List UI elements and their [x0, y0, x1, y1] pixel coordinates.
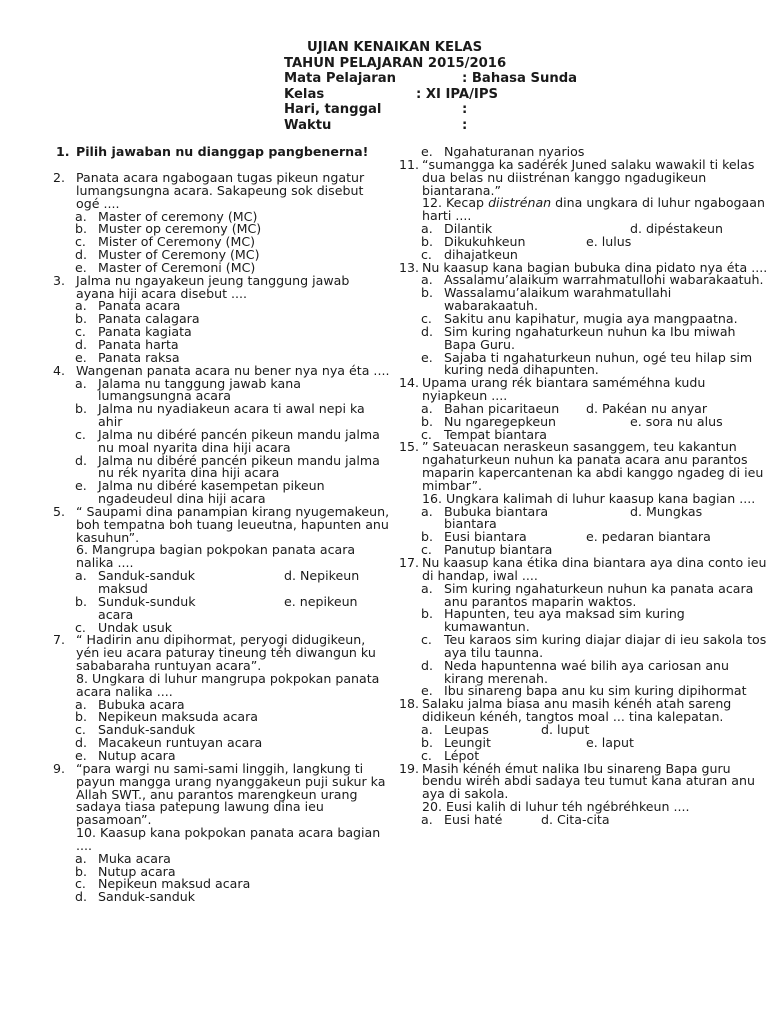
exam-year: TAHUN PELAJARAN 2015/2016: [284, 55, 507, 71]
option-letter: c.: [75, 876, 86, 892]
option-text: Panata kagiata: [98, 324, 192, 340]
question-11: [396, 156, 768, 198]
option-letter: a.: [421, 503, 433, 519]
field-value: : XI IPA/IPS: [416, 86, 498, 102]
option-text: Teu karaos sim kuring diajar diajar di ieu sakola tos aya tilu taunna.: [444, 632, 767, 660]
question-13-block: [396, 259, 768, 378]
question-7-block: [50, 634, 390, 762]
option-letter: b.: [421, 285, 433, 301]
question-3: [50, 272, 390, 301]
option-text: Muka acara: [98, 850, 171, 866]
question-5-block: [50, 503, 390, 635]
option: [50, 480, 390, 506]
option-text: Ibu sinareng bapa anu ku sim kuring dipihormat: [444, 683, 747, 699]
question-text: “sumangga ka sadérék Juned salaku wawakil ti kelas dua belas nu diistrénan kanggo ngadugikeun biantarana.”: [422, 156, 755, 198]
option: [396, 634, 768, 660]
question-14-block: [396, 377, 768, 441]
option-letter: b.: [75, 221, 87, 237]
question-9-block: [50, 760, 390, 905]
question-text: Pilih jawaban nu dianggap pangbenerna!: [76, 144, 369, 159]
option-text: d. Mungkas: [630, 503, 703, 519]
question-6: [50, 544, 390, 570]
option-text: Jalma nu dibéré kasempetan pikeun ngadeudeul dina hiji acara: [98, 478, 325, 507]
option-text: e. nepikeun: [284, 593, 358, 609]
option-letter: a.: [75, 850, 87, 866]
exam-title: UJIAN KENAIKAN KELAS: [307, 40, 483, 55]
option-text: Nepikeun maksud acara: [98, 876, 251, 892]
option-text: Wassalamu’alaikum warahmatullahi wabarakaatuh.: [444, 285, 672, 314]
option-letter: c.: [421, 426, 432, 442]
option-text: Panata harta: [98, 336, 179, 352]
option-letter: b.: [75, 593, 87, 609]
option-letter: a.: [75, 375, 87, 391]
option-letter: a.: [421, 811, 433, 827]
option-text: e. sora nu alus: [630, 413, 723, 429]
question-text: Wangenan panata acara nu bener nya nya éta ....: [76, 362, 390, 378]
option-letter: c.: [421, 632, 432, 648]
option-letter: c.: [75, 722, 86, 738]
option-letter: c.: [75, 324, 86, 340]
question-11-block: [396, 156, 768, 262]
field-label: Hari, tanggal: [284, 102, 382, 117]
option-text: d. Pakéan nu anyar: [586, 400, 708, 416]
option-letter: b.: [421, 529, 433, 545]
question-9: [50, 760, 390, 828]
option-letter: d.: [75, 735, 87, 751]
option-text: Nutup acara: [98, 747, 176, 763]
option-letter: a.: [75, 568, 87, 584]
option: [50, 426, 390, 455]
option: [50, 403, 390, 429]
question-15-block: [396, 441, 768, 557]
option-letter: c.: [421, 747, 432, 763]
option-text: Panutup biantara: [444, 542, 553, 558]
question-4-block: [50, 362, 390, 507]
option-letter: d.: [75, 336, 87, 352]
question-7: [50, 634, 390, 673]
question-text: “ Hadirin anu dipihormat, peryogi didugikeun, yén ieu acara paturay tineung téh diwangun ku sababaraha runtuyan acara”.: [76, 632, 376, 674]
option-text: Panata raksa: [98, 349, 180, 365]
option-text: Eusi haté: [444, 811, 503, 827]
option-letter: c.: [75, 619, 86, 635]
option-text: Neda hapuntenna waé bilih aya cariosan anu kirang merenah.: [444, 657, 730, 686]
option-row: [396, 811, 768, 827]
question-text: 6. Mangrupa bagian pokpokan panata acara nalika ....: [76, 542, 356, 571]
option-text: Dilantik: [444, 221, 493, 237]
question-1: [50, 146, 390, 172]
option-text: Jalama nu tanggung jawab kana lumangsungna acara: [98, 375, 301, 404]
question-18-block: [396, 698, 768, 762]
option-letter: d.: [421, 323, 433, 339]
option-text: dihajatkeun: [444, 246, 518, 262]
option-letter: a.: [75, 298, 87, 314]
question-text: Panata acara ngabogaan tugas pikeun ngatur lumangsungna acara. Sakapeung sok disebut ogé ....: [76, 170, 365, 211]
question-number: 1.: [56, 144, 70, 159]
option-letter: c.: [75, 426, 86, 442]
question-14: [396, 377, 768, 403]
question-number: 2.: [53, 170, 66, 185]
option-text: Panata acara: [98, 298, 181, 314]
option-text: e. pedaran biantara: [586, 529, 711, 545]
option-text: Lépot: [444, 747, 480, 763]
left-column: [50, 146, 390, 904]
option-text: d. luput: [541, 721, 590, 737]
option-text: Master of ceremony (MC): [98, 208, 258, 224]
option-letter: a.: [421, 721, 433, 737]
question-number: 14.: [399, 375, 420, 391]
question-text: 12. Kecap: [422, 195, 489, 211]
option-text: Sajaba ti ngahaturkeun nuhun, ogé teu hilap sim kuring neda dihapunten.: [444, 349, 753, 378]
option-letter: e.: [75, 259, 87, 275]
question-number: 9.: [53, 760, 66, 776]
option-text: Dikukuhkeun: [444, 233, 526, 249]
question-number: 15.: [399, 439, 420, 455]
option-letter: c.: [421, 310, 432, 326]
question-19-block: [396, 760, 768, 827]
option-text: Panata calagara: [98, 311, 200, 327]
option-letter: a.: [421, 272, 433, 288]
question-text: Masih kénéh émut nalika Ibu sinareng Bapa guru bendu wiréh abdi sadaya teu tumut kana aturan anu aya di sakola.: [422, 760, 755, 802]
question-text: “ Saupami dina panampian kirang nyugemakeun, boh tempatna boh tuang leueutna, hapunten anu kasuhun”.: [76, 503, 390, 545]
option-text: Macakeun runtuyan acara: [98, 735, 263, 751]
field-label: Waktu: [284, 117, 332, 133]
option: [396, 608, 768, 634]
field-value: :: [462, 117, 468, 133]
question-number: 3.: [53, 272, 66, 288]
option-letter: e.: [421, 683, 433, 699]
option-letter: c.: [75, 234, 86, 250]
question-number: 18.: [399, 696, 420, 712]
option-letter: e.: [75, 478, 87, 494]
question-2-block: [50, 172, 390, 275]
option-letter: b.: [75, 401, 87, 417]
option: [50, 375, 390, 404]
option-letter: b.: [421, 413, 433, 429]
question-text: diistrénan: [488, 195, 552, 211]
option-text: Hapunten, teu aya maksad sim kuring kumawantun.: [444, 606, 685, 635]
option-text: d. dipéstakeun: [630, 221, 724, 237]
option-text: Eusi biantara: [444, 529, 527, 545]
option-letter: b.: [421, 233, 433, 249]
option-text: Muster of Ceremony (MC): [98, 247, 260, 263]
field-value: :: [462, 102, 468, 117]
field-label: Kelas: [284, 86, 325, 102]
field-value: : Bahasa Sunda: [462, 71, 578, 86]
option-letter: b.: [421, 606, 433, 622]
option-letter: e.: [75, 747, 87, 763]
option: [50, 452, 390, 481]
option-letter: a.: [421, 400, 433, 416]
option-text: Leupas: [444, 721, 489, 737]
option-text: Mister of Ceremony (MC): [98, 234, 256, 250]
option-letter: b.: [421, 734, 433, 750]
option-text: d. Nepikeun: [284, 568, 360, 584]
option-letter: e.: [421, 144, 433, 159]
question-text: 8. Ungkara di luhur mangrupa pokpokan panata acara nalika ....: [76, 670, 380, 699]
question-19: [396, 760, 768, 802]
option-text: Nutup acara: [98, 863, 176, 879]
question-12: [396, 197, 768, 223]
option-letter: d.: [75, 889, 87, 905]
question-text: Nu kaasup kana étika dina biantara aya dina conto ieu di handap, iwal ....: [422, 555, 767, 583]
option-letter: a.: [75, 208, 87, 224]
option-text: Master of Ceremoni (MC): [98, 259, 256, 275]
option: [396, 349, 768, 378]
option-letter: d.: [421, 657, 433, 673]
option-text: e. laput: [586, 734, 634, 750]
option-letter: c.: [421, 542, 432, 558]
question-18: [396, 698, 768, 724]
question-number: 11.: [399, 156, 420, 172]
question-text: Salaku jalma biasa anu masih kénéh atah sareng didikeun kénéh, tangtos moal ... tina kalepatan.: [422, 696, 732, 725]
option-letter: b.: [75, 863, 87, 879]
option-letter: e.: [421, 349, 433, 365]
option-text: e. lulus: [586, 233, 632, 249]
option: [396, 323, 768, 352]
option-letter: a.: [421, 221, 433, 237]
option-text: Bubuka acara: [98, 696, 185, 712]
option-letter: e.: [75, 349, 87, 365]
question-text: 10. Kaasup kana pokpokan panata acara bagian ....: [76, 825, 381, 853]
option: [396, 287, 768, 313]
option-letter: a.: [75, 696, 87, 712]
question-15: [396, 441, 768, 492]
option-text: Tempat biantara: [444, 426, 547, 442]
question-number: 5.: [53, 503, 66, 519]
question-text: 16. Ungkara kalimah di luhur kaasup kana bagian ....: [422, 490, 756, 506]
option-letter: d.: [75, 452, 87, 468]
option-text: Undak usuk: [98, 619, 173, 635]
option-text: d. Cita-cita: [541, 811, 610, 827]
option-text: Jalma nu nyadiakeun acara ti awal nepi ka ahir: [98, 401, 365, 430]
option-text: Sanduk-sanduk: [98, 568, 196, 584]
option-text: Sanduk-sanduk: [98, 722, 196, 738]
question-17-block: [396, 557, 768, 698]
option-text: Jalma nu dibéré pancén pikeun mandu jalma nu moal nyarita dina hiji acara: [98, 426, 380, 455]
option-text: Nepikeun maksuda acara: [98, 709, 259, 725]
option-text: Muster op ceremony (MC): [98, 221, 262, 237]
question-number: 17.: [399, 555, 420, 570]
option-letter: b.: [75, 709, 87, 725]
question-number: 7.: [53, 632, 66, 648]
option-text: Sunduk-sunduk: [98, 593, 196, 609]
option-text: Nu ngaregepkeun: [444, 413, 557, 429]
question-10: [50, 827, 390, 853]
question-2: [50, 172, 390, 211]
question-text: dina ungkara di luhur ngabogaan harti ....: [422, 195, 765, 224]
option-letter: b.: [75, 311, 87, 327]
option-letter: a.: [421, 580, 433, 596]
option-text: Ngahaturanan nyarios: [444, 144, 585, 159]
option-text: Jalma nu dibéré pancén pikeun mandu jalma nu rék nyarita dina hiji acara: [98, 452, 380, 481]
option-text: Sim kuring ngahaturkeun nuhun ka Ibu miwah Bapa Guru.: [444, 323, 736, 352]
question-text: ” Sateuacan neraskeun sasanggem, teu kakantun ngahaturkeun nuhun ka panata acara anu parantos maparin kapercantenan ka abdi kanggo ngadeg di ieu mimbar”.: [422, 439, 764, 493]
option: [396, 580, 768, 609]
option: [50, 891, 390, 904]
question-number: 13.: [399, 259, 420, 275]
question-5: [50, 503, 390, 545]
question-text: 20. Eusi kalih di luhur téh ngébréhkeun ....: [422, 799, 690, 815]
option-text: Assalamu’alaikum warrahmatullohi wabarakaatuh.: [444, 272, 764, 288]
option-text: biantara: [444, 516, 497, 532]
right-column: [396, 146, 768, 827]
question-text: Upama urang rék biantara saméméhna kudu nyiapkeun ....: [422, 375, 706, 404]
option-letter: c.: [421, 246, 432, 262]
question-3-block: [50, 272, 390, 365]
option-text: Leungit: [444, 734, 491, 750]
question-text: Nu kaasup kana bagian bubuka dina pidato nya éta ....: [422, 259, 768, 275]
option-letter: d.: [75, 247, 87, 263]
question-8: [50, 670, 390, 699]
option: [396, 657, 768, 686]
option-text: Sim kuring ngahaturkeun nuhun ka panata acara anu parantos maparin waktos.: [444, 580, 754, 609]
field-label: Mata Pelajaran: [284, 71, 397, 86]
option-text: acara: [98, 606, 134, 622]
option-text: Bahan picaritaeun: [444, 400, 560, 416]
question-number: 19.: [399, 760, 420, 776]
option-text: Sakitu anu kapihatur, mugia aya mangpaatna.: [444, 310, 738, 326]
question-text: Jalma nu ngayakeun jeung tanggung jawab ayana hiji acara disebut ....: [76, 272, 350, 301]
option-text: Bubuka biantara: [444, 503, 549, 519]
question-17: [396, 557, 768, 583]
question-number: 4.: [53, 362, 66, 378]
option-text: maksud: [98, 581, 148, 596]
question-text: “para wargi nu sami-sami linggih, langkung ti payun mangga urang nyanggakeun puji sukur ka Allah SWT., anu parantos marengkeun urang sadaya tiasa patepung lawung dina ieu pasamoan”.: [76, 760, 386, 828]
option-text: Sanduk-sanduk: [98, 889, 196, 905]
